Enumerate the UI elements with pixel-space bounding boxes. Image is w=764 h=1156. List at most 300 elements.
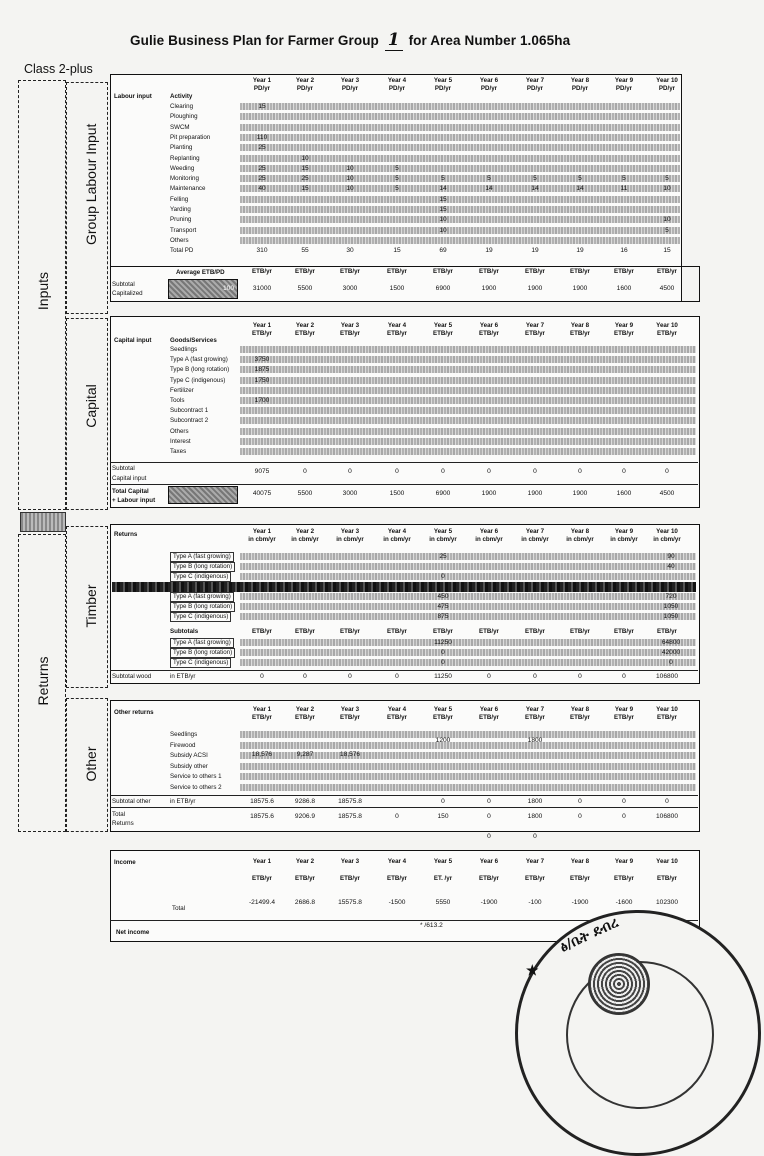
- year-header: Year 9: [614, 322, 634, 329]
- activity-label: Felling: [170, 195, 189, 203]
- year-header: Year 5: [433, 858, 453, 865]
- other-total-value: 1800: [527, 813, 543, 820]
- year-header: Year 1: [252, 706, 272, 713]
- timber-y5-value: 0: [441, 573, 445, 580]
- unit-header: PD/yr: [296, 85, 314, 92]
- capital-item-label: Subcontract 1: [170, 407, 209, 415]
- capital-item-label: Taxes: [170, 448, 187, 455]
- labour-section-label: Group Labour Input: [83, 123, 99, 245]
- labour-value: 15: [439, 195, 447, 203]
- subsidy-value: 9,287: [296, 751, 314, 758]
- other-total-value: 0: [622, 813, 626, 820]
- year-header: Year 7: [525, 706, 545, 713]
- row-band: [240, 124, 680, 131]
- capital-item-label: Type B (long rotation): [170, 366, 230, 374]
- capital-item-label: Fertilizer: [170, 386, 194, 394]
- other-item-label: Service to others 2: [170, 783, 222, 791]
- other-subtotal-value: 18575.8: [338, 798, 362, 805]
- row-band: [240, 366, 696, 373]
- labour-value: 10: [439, 216, 447, 224]
- other-head-left: Other returns: [114, 709, 154, 716]
- timber-subtotal-label: Subtotal wood: [112, 673, 152, 680]
- unit-header: PD/yr: [253, 85, 271, 92]
- subsidy-value: 18,576: [251, 751, 273, 758]
- year-header: Year 6: [479, 322, 499, 329]
- other-subtotal-value: 0: [665, 798, 669, 805]
- income-total-value: -100: [528, 899, 542, 906]
- labour-capitalized-label: Capitalized: [112, 290, 143, 297]
- capital-total-value: 4500: [659, 490, 675, 497]
- avg-value-box[interactable]: [168, 279, 238, 299]
- year-header: Year 7: [525, 858, 545, 865]
- other-total-value: 0: [395, 813, 399, 820]
- income-total-value: -1500: [388, 899, 406, 906]
- unit-header: ETB/yr: [433, 714, 453, 721]
- labour-value: 15: [439, 206, 447, 213]
- other-total-label: Total: [112, 811, 126, 818]
- unit-header: in cbm/yr: [521, 536, 549, 543]
- year-header: Year 6: [479, 77, 499, 84]
- capital-subtotal-value: 0: [348, 468, 352, 475]
- income-total-value: -21499.4: [248, 899, 276, 906]
- row-band: [240, 763, 696, 770]
- capital-subtotal-value: 0: [622, 468, 626, 475]
- timber-y5-value: 0: [441, 659, 445, 666]
- year-header: Year 2: [295, 322, 315, 329]
- timber-y10-value: 0: [669, 659, 673, 666]
- year-header: Year 2: [295, 858, 315, 865]
- unit-header: ETB/yr: [295, 714, 315, 721]
- unit-header: ETB/yr: [340, 875, 360, 882]
- year-header: Year 4: [387, 77, 407, 84]
- row-band: [240, 593, 696, 600]
- year-header: Year 10: [656, 858, 678, 865]
- unit-header: ETB/yr: [479, 714, 499, 721]
- capital-total-label: Total Capital: [112, 488, 149, 495]
- capital-value: 1750: [254, 376, 270, 384]
- other-item-label: Subsidy other: [170, 762, 208, 770]
- capital-subtotal-value: 0: [665, 468, 669, 475]
- labour-subtotal-value: 1500: [389, 285, 405, 292]
- labour-value: 55: [301, 247, 309, 255]
- labour-value: 25: [258, 175, 266, 183]
- activity-label: Planting: [170, 144, 193, 152]
- unit-header: in cbm/yr: [291, 536, 319, 543]
- income-total-value: -1900: [480, 899, 498, 906]
- timber-subtotal-value: 106800: [655, 673, 678, 680]
- labour-value: 15: [663, 247, 671, 255]
- other-item-label: Seedlings: [170, 731, 198, 738]
- labour-value: 11: [620, 185, 628, 193]
- row-band: [240, 573, 696, 580]
- labour-value: 5: [441, 175, 445, 183]
- row-band: [240, 742, 696, 749]
- year-header: Year 4: [387, 322, 407, 329]
- unit-header: ETB/yr: [340, 330, 360, 337]
- capital-total-value: 1600: [616, 490, 632, 497]
- capital-value: 3750: [254, 356, 270, 364]
- row-band: [240, 144, 680, 151]
- unit-header: ETB/yr: [295, 330, 315, 337]
- other-subtotal-value: 0: [622, 798, 626, 805]
- timber-subtotal-value: 0: [533, 673, 537, 680]
- etb-unit-header: ETB/yr: [525, 268, 545, 275]
- stamp-emblem-icon: [588, 953, 650, 1015]
- labour-value: 10: [439, 226, 447, 234]
- unit-header: ETB/yr: [252, 330, 272, 337]
- capital-value: 1875: [254, 366, 270, 374]
- income-total-value: -1600: [615, 899, 633, 906]
- inputs-label: Inputs: [35, 271, 51, 311]
- row-band: [240, 448, 696, 455]
- row-band: [240, 387, 696, 394]
- labour-subtotal-label: Subtotal: [112, 281, 135, 288]
- year-header: Year 1: [252, 858, 272, 865]
- row-band: [240, 563, 696, 570]
- unit-header: ETB/yr: [614, 714, 634, 721]
- year-header: Year 1: [252, 77, 272, 84]
- year-header: Year 6: [479, 706, 499, 713]
- labour-subtotal-value: 5500: [297, 285, 313, 292]
- year-header: Year 9: [614, 77, 634, 84]
- year-header: Year 9: [614, 858, 634, 865]
- labour-subtotal-value: 4500: [659, 285, 675, 292]
- row-band: [240, 553, 696, 560]
- timber-y5-value: 11250: [434, 639, 452, 646]
- row-band: [240, 659, 696, 666]
- row-band: [240, 438, 696, 445]
- timber-y10-value: 64800: [661, 639, 681, 646]
- unit-header: ETB/yr: [525, 714, 545, 721]
- year-header: Year 4: [387, 706, 407, 713]
- row-band: [240, 113, 680, 120]
- capital-input-label: Capital input: [112, 475, 147, 482]
- etb-unit-header: ETB/yr: [657, 628, 677, 635]
- row-band: [240, 134, 680, 141]
- year-header: Year 3: [340, 858, 360, 865]
- row-band: [240, 428, 696, 435]
- timber-y5-value: 475: [437, 603, 449, 610]
- timber-subtotal-value: 0: [303, 673, 307, 680]
- year-header: Year 6: [479, 858, 499, 865]
- capital-head-goods: Goods/Services: [170, 337, 217, 344]
- capital-subtotal-value: 0: [487, 468, 491, 475]
- labour-value: 14: [531, 185, 539, 193]
- etb-unit-header: ETB/yr: [387, 268, 407, 275]
- row-band: [240, 346, 696, 353]
- stamp-script: ፅ/ቤት ደብረ: [557, 914, 621, 956]
- year-header: Year 7: [525, 322, 545, 329]
- firewood-value: 1800: [527, 737, 543, 744]
- timber-y5-value: 0: [441, 649, 445, 656]
- capital-total-value: 40075: [252, 490, 272, 497]
- year-header: Year 9: [614, 528, 634, 535]
- labour-value: 5: [395, 185, 399, 193]
- unit-header: PD/yr: [571, 85, 589, 92]
- capital-total-box: [168, 486, 238, 504]
- timber-subtotal-value: 0: [622, 673, 626, 680]
- income-total-value: -1900: [571, 899, 589, 906]
- labour-value: 14: [439, 185, 447, 193]
- etb-unit-header: ETB/yr: [525, 628, 545, 635]
- etb-unit-header: ETB/yr: [387, 628, 407, 635]
- other-total-value: 106800: [655, 813, 678, 820]
- labour-value: 10: [663, 185, 671, 193]
- labour-value: 5: [665, 226, 669, 234]
- etb-unit-header: ETB/yr: [295, 268, 315, 275]
- year-header: Year 1: [252, 322, 272, 329]
- capital-item-label: Others: [170, 427, 189, 435]
- labour-value: 310: [256, 247, 268, 255]
- class-label: Class 2-plus: [24, 62, 93, 76]
- avg-label: Average ETB/PD: [176, 269, 225, 276]
- capital-total-label2: + Labour input: [112, 497, 156, 504]
- title-area: for Area Number 1.065ha: [408, 33, 571, 48]
- capital-subtotal-value: 0: [303, 468, 307, 475]
- capital-total-value: 1900: [481, 490, 497, 497]
- labour-subtotal-value: 31000: [252, 285, 272, 292]
- timber-item-label: Type B (long rotation): [170, 602, 235, 612]
- other-total-value: 150: [437, 813, 449, 820]
- etb-unit-header: ETB/yr: [479, 628, 499, 635]
- income-total-value: 15575.8: [338, 899, 362, 906]
- capital-total-value: 1900: [527, 490, 543, 497]
- firewood-value: 1200: [435, 737, 451, 744]
- labour-value: 10: [346, 164, 354, 172]
- activity-label: Total PD: [170, 247, 194, 255]
- labour-value: 5: [533, 175, 537, 183]
- avg-value: 100: [222, 285, 234, 292]
- timber-y5-value: 25: [439, 553, 447, 560]
- year-header: Year 10: [656, 322, 678, 329]
- activity-label: Maintenance: [170, 185, 206, 193]
- labour-value: 15: [301, 164, 309, 172]
- capital-total-value: 3000: [342, 490, 358, 497]
- activity-label: Pit preparation: [170, 133, 211, 141]
- unit-header: ETB/yr: [295, 875, 315, 882]
- unit-header: ETB/yr: [387, 875, 407, 882]
- timber-section-label: Timber: [83, 584, 99, 628]
- other-item-label: Subsidy ACSI: [170, 752, 208, 759]
- year-header: Year 5: [433, 77, 453, 84]
- unit-header: in cbm/yr: [383, 536, 411, 543]
- unit-header: ET. /yr: [433, 875, 453, 882]
- unit-header: in cbm/yr: [610, 536, 638, 543]
- capital-subtotal-value: 0: [578, 468, 582, 475]
- other-section-label: Other: [83, 746, 99, 782]
- labour-value: 10: [346, 175, 354, 183]
- capital-total-value: 1500: [389, 490, 405, 497]
- activity-label: Pruning: [170, 216, 192, 224]
- labour-subtotal-value: 1900: [572, 285, 588, 292]
- row-band: [240, 639, 696, 646]
- etb-unit-header: ETB/yr: [570, 628, 590, 635]
- labour-value: 10: [301, 154, 309, 162]
- labour-value: 5: [395, 175, 399, 183]
- labour-value: 19: [531, 247, 539, 255]
- other-item-label: Service to others 1: [170, 773, 222, 780]
- etb-unit-header: ETB/yr: [614, 268, 634, 275]
- etb-unit-header: ETB/yr: [433, 628, 453, 635]
- unit-header: ETB/yr: [252, 714, 272, 721]
- labour-value: 15: [258, 103, 266, 110]
- group-number: 1: [385, 30, 403, 51]
- timber-subtotal-value: 0: [578, 673, 582, 680]
- divider: [110, 795, 698, 796]
- etb-unit-header: ETB/yr: [252, 628, 272, 635]
- timber-item-label: Type B (long rotation): [170, 648, 235, 658]
- timber-subtotal-value: 0: [348, 673, 352, 680]
- timber-head-left: Returns: [114, 531, 138, 538]
- timber-subtotal-value: 0: [487, 673, 491, 680]
- etb-unit-header: ETB/yr: [570, 268, 590, 275]
- other-total-value: 0: [487, 813, 491, 820]
- etb-unit-header: ETB/yr: [657, 268, 677, 275]
- divider: [110, 670, 698, 671]
- labour-value: 5: [665, 175, 669, 183]
- labour-value: 25: [258, 144, 266, 152]
- unit-header: ETB/yr: [479, 330, 499, 337]
- income-head: Income: [114, 859, 136, 866]
- labour-value: 19: [576, 247, 584, 255]
- unit-header: in cbm/yr: [653, 536, 681, 543]
- unit-header: ETB/yr: [570, 714, 590, 721]
- labour-value: 40: [258, 185, 266, 193]
- unit-header: ETB/yr: [570, 330, 590, 337]
- year-header: Year 7: [525, 528, 545, 535]
- unit-header: in cbm/yr: [566, 536, 594, 543]
- returns-label: Returns: [35, 656, 51, 706]
- stamp-star-icon: ★: [526, 963, 539, 979]
- capital-item-label: Seedlings: [170, 346, 198, 353]
- capital-section-label: Capital: [83, 384, 99, 428]
- other-extra-value: 0: [487, 833, 491, 840]
- labour-head-activity: Activity: [170, 93, 193, 100]
- year-header: Year 7: [525, 77, 545, 84]
- capital-item-label: Type A (fast growing): [170, 356, 228, 364]
- etb-unit-header: ETB/yr: [433, 268, 453, 275]
- capital-subtotal-label: Subtotal: [112, 465, 135, 472]
- capital-subtotal-line: [110, 462, 698, 463]
- year-header: Year 10: [656, 706, 678, 713]
- income-total-value: 5550: [435, 899, 451, 906]
- labour-value: 5: [487, 175, 491, 183]
- row-band: [240, 613, 696, 620]
- timber-subtotal-value: 11250: [434, 673, 452, 680]
- unit-header: ETB/yr: [614, 875, 634, 882]
- timber-item-label: Type B (long rotation): [170, 562, 235, 572]
- other-subtotal-value: 0: [487, 798, 491, 805]
- timber-item-label: Type C (indigenous): [170, 658, 231, 668]
- capital-total-value: 6900: [435, 490, 451, 497]
- row-band: [240, 417, 696, 424]
- year-header: Year 8: [570, 322, 590, 329]
- activity-label: Clearing: [170, 103, 194, 110]
- net-income-label: Net income: [116, 929, 150, 936]
- labour-subtotal-value: 1900: [481, 285, 497, 292]
- unit-header: ETB/yr: [433, 330, 453, 337]
- unit-header: PD/yr: [480, 85, 498, 92]
- labour-value: 5: [622, 175, 626, 183]
- unit-header: ETB/yr: [252, 875, 272, 882]
- capital-subtotal-value: 0: [441, 468, 445, 475]
- labour-subtotal-value: 6900: [435, 285, 451, 292]
- capital-item-label: Type C (indigenous): [170, 376, 226, 384]
- capital-total-line: [110, 484, 698, 485]
- activity-label: Weeding: [170, 164, 195, 172]
- unit-header: ETB/yr: [479, 875, 499, 882]
- other-subtotal-value: 18575.6: [250, 798, 274, 805]
- subsidy-value: 18,576: [339, 751, 361, 758]
- timber-item-label: Type A (fast growing): [170, 638, 234, 648]
- row-band: [240, 773, 696, 780]
- year-header: Year 5: [433, 322, 453, 329]
- income-total-value: 2686.8: [294, 899, 316, 906]
- timber-item-label: Type C (indigenous): [170, 572, 231, 582]
- labour-value: 19: [485, 247, 493, 255]
- year-header: Year 3: [340, 77, 360, 84]
- timber-y10-value: 40: [667, 563, 675, 570]
- year-header: Year 1: [252, 528, 272, 535]
- other-subtotal-value: 1800: [527, 798, 543, 805]
- labour-value: 5: [578, 175, 582, 183]
- row-band: [240, 397, 696, 404]
- year-header: Year 6: [479, 528, 499, 535]
- capital-item-label: Interest: [170, 437, 191, 445]
- timber-subtotal-value: 0: [395, 673, 399, 680]
- unit-header: ETB/yr: [614, 330, 634, 337]
- labour-value: 14: [576, 185, 584, 193]
- year-header: Year 8: [570, 77, 590, 84]
- year-header: Year 3: [340, 706, 360, 713]
- dark-band: [112, 582, 696, 592]
- capital-total-value: 5500: [297, 490, 313, 497]
- timber-item-label: Type A (fast growing): [170, 592, 234, 602]
- activity-label: Yarding: [170, 206, 191, 213]
- income-total-label: Total: [172, 905, 186, 912]
- other-subtotal-label: Subtotal other: [112, 798, 151, 805]
- other-total-value: 18575.8: [338, 813, 362, 820]
- other-subtotal-value: 0: [441, 798, 445, 805]
- labour-head-left: Labour input: [114, 93, 152, 100]
- activity-label: Replanting: [170, 154, 200, 162]
- year-header: Year 8: [570, 528, 590, 535]
- other-total-value: 9206.9: [294, 813, 316, 820]
- unit-header: ETB/yr: [387, 330, 407, 337]
- page-title: [130, 30, 570, 51]
- labour-value: 15: [301, 185, 309, 193]
- labour-value: 5: [395, 164, 399, 172]
- labour-value: 15: [393, 247, 401, 255]
- other-item-label: Firewood: [170, 741, 196, 749]
- year-header: Year 3: [340, 322, 360, 329]
- activity-label: Transport: [170, 226, 197, 234]
- net-income-value: * /613.2: [420, 922, 443, 929]
- year-header: Year 10: [656, 77, 678, 84]
- unit-header: in cbm/yr: [475, 536, 503, 543]
- unit-header: ETB/yr: [387, 714, 407, 721]
- timber-y10-value: 42000: [661, 649, 681, 656]
- timber-subtotals-label: Subtotals: [170, 628, 199, 635]
- etb-unit-header: ETB/yr: [252, 268, 272, 275]
- capital-item-label: Tools: [170, 397, 185, 404]
- unit-header: ETB/yr: [525, 875, 545, 882]
- capital-subtotal-value: 0: [533, 468, 537, 475]
- labour-subtotal-value: 1900: [527, 285, 543, 292]
- unit-header: in cbm/yr: [336, 536, 364, 543]
- year-header: Year 8: [570, 858, 590, 865]
- etb-unit-header: ETB/yr: [614, 628, 634, 635]
